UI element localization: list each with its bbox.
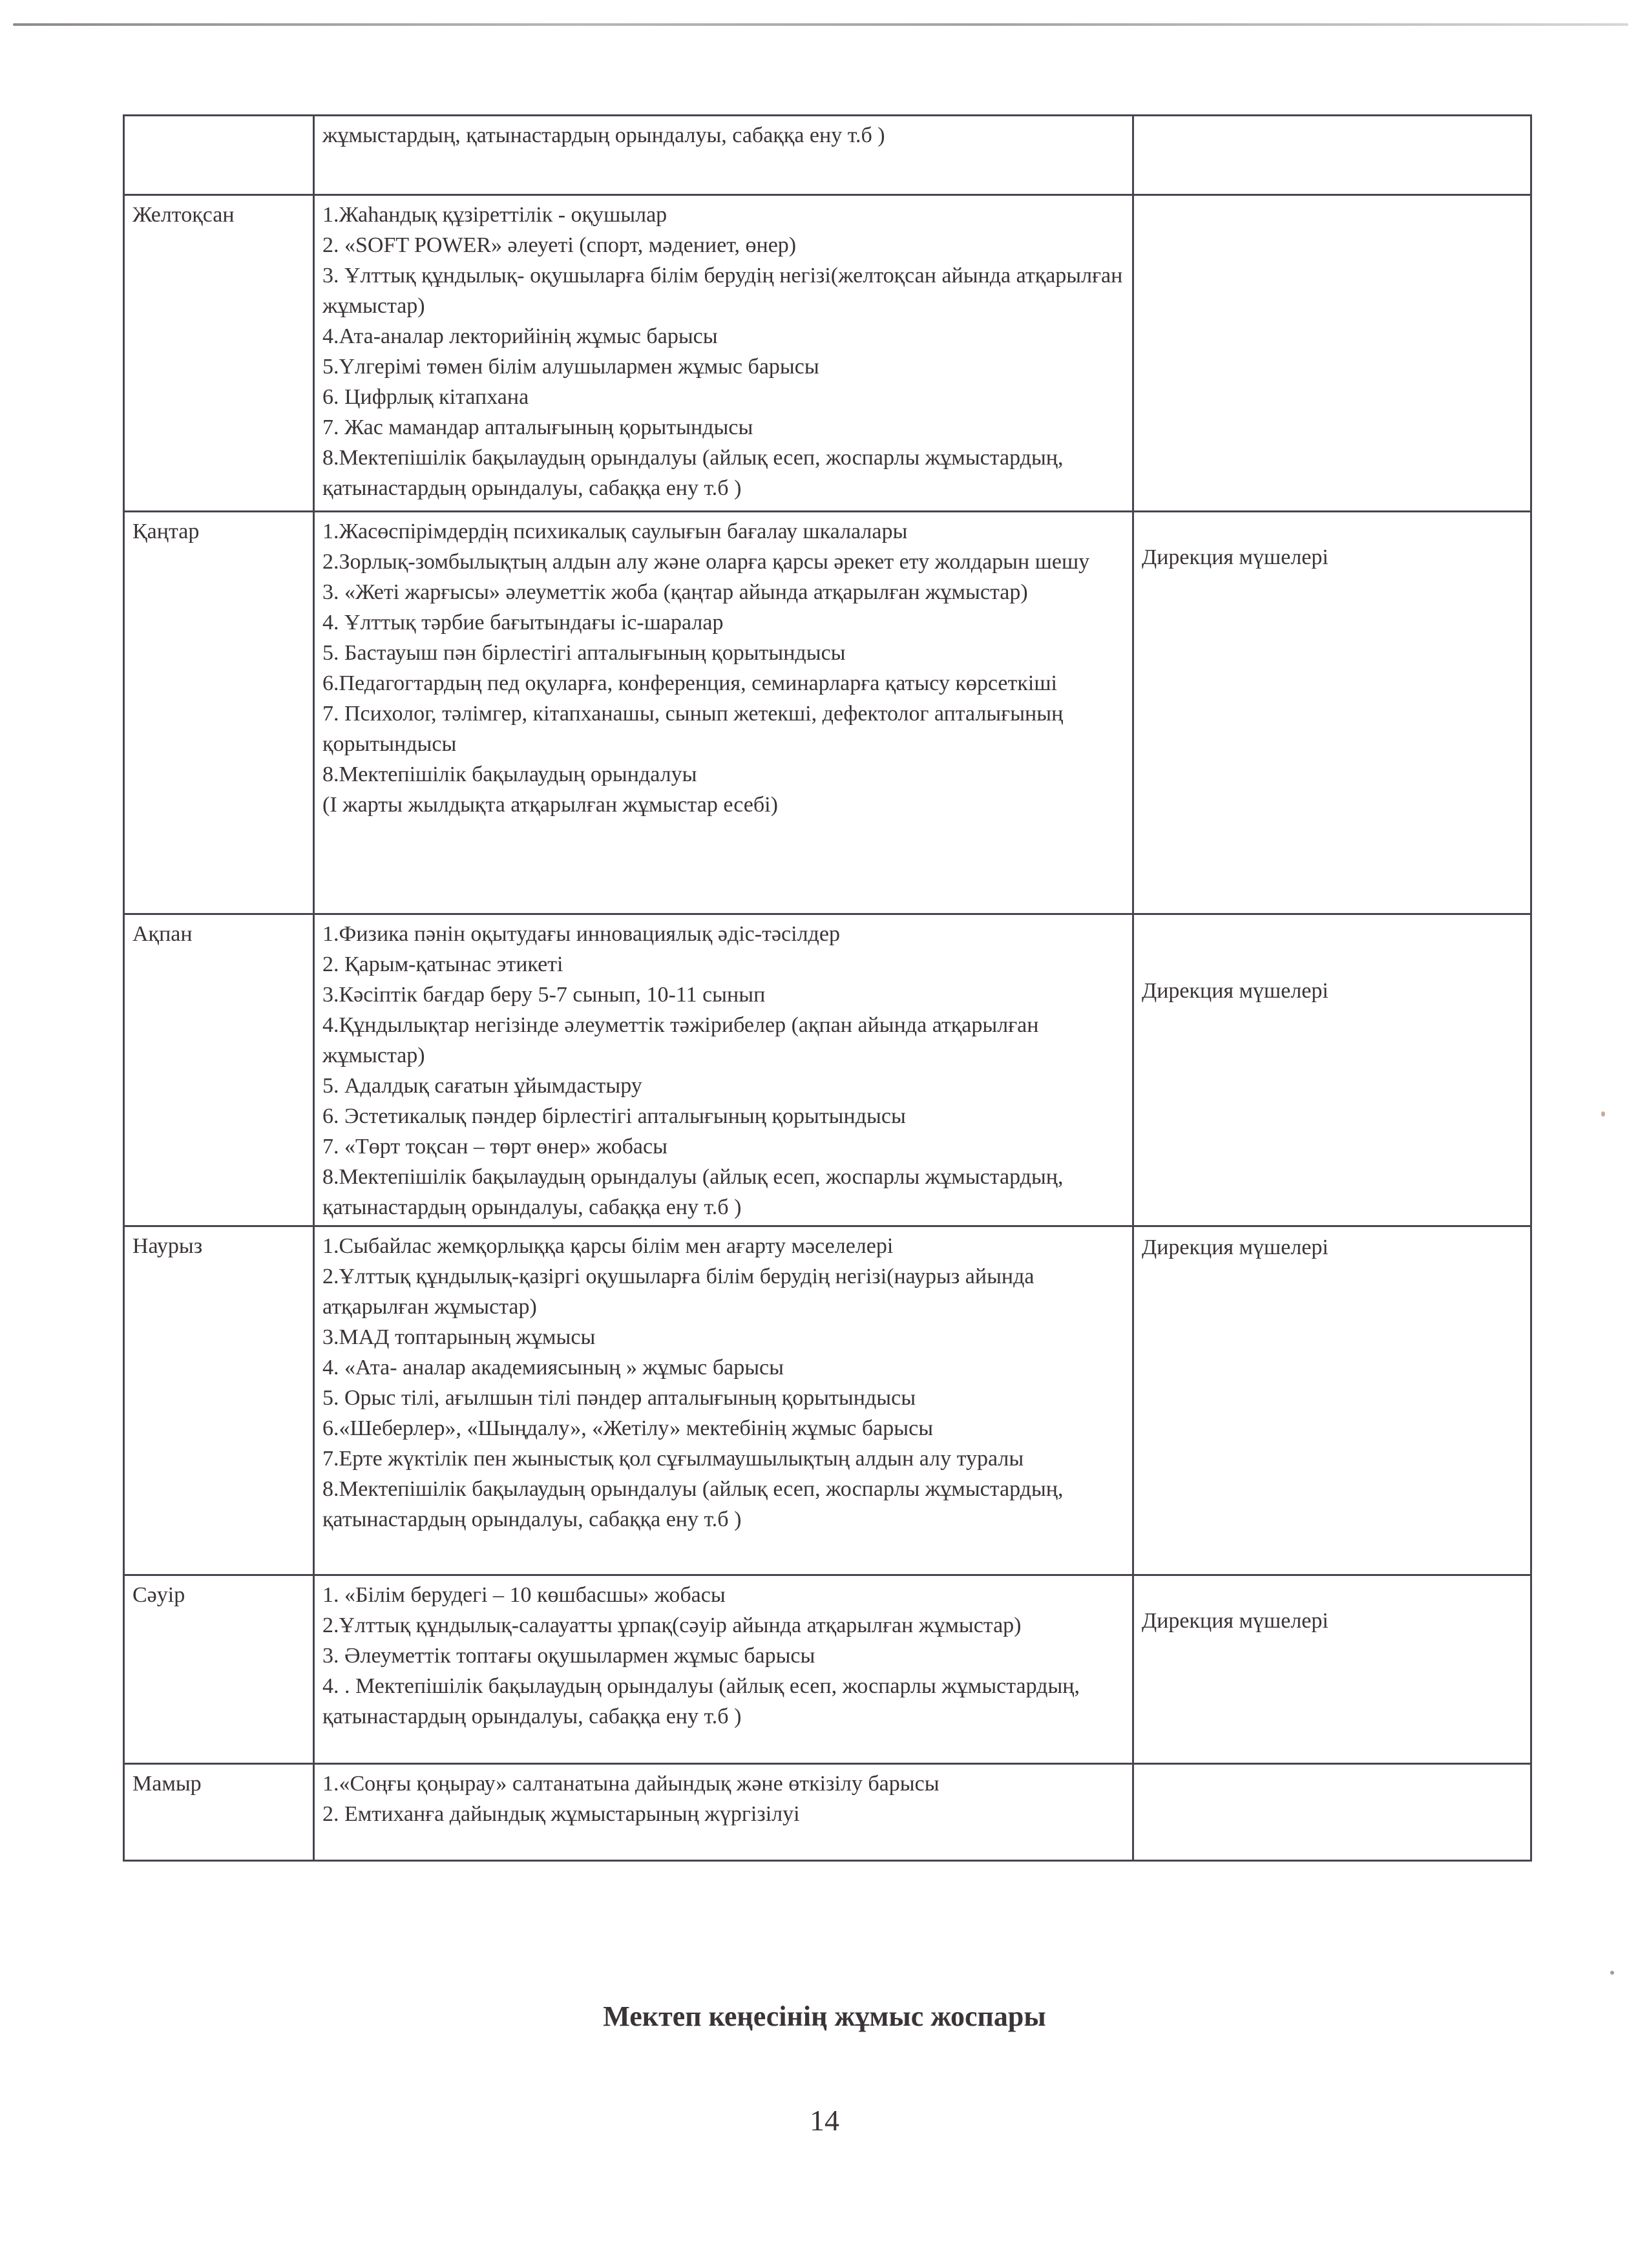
activity-item: 3.МАД топтарының жұмысы bbox=[322, 1325, 596, 1349]
month-cell bbox=[124, 116, 314, 195]
table-row-april bbox=[124, 1575, 1531, 1764]
responsible-label: Дирекция мүшелері bbox=[1142, 1235, 1329, 1259]
activity-item: 3. Ұлттық құндылық- оқушыларға білім берудің негізі(желтоқсан айында атқарылған жұмыстар) bbox=[322, 264, 1123, 318]
table-row-february bbox=[124, 914, 1531, 1226]
table-row-may bbox=[124, 1764, 1531, 1861]
table-row-continuation bbox=[124, 116, 1531, 195]
activities-cell bbox=[314, 512, 1133, 914]
activity-item: 5.Үлгерімі төмен білім алушылармен жұмыс барысы bbox=[322, 355, 819, 379]
activity-item: 6.Педагогтардың пед оқуларға, конференция, семинарларға қатысу көрсеткіші bbox=[322, 671, 1057, 695]
activity-item: 4. Ұлттық тәрбие бағытындағы іс-шаралар bbox=[322, 611, 724, 635]
month-cell: Қаңтар bbox=[124, 512, 314, 914]
activities-cell bbox=[314, 195, 1133, 512]
activity-item: 8.Мектепішілік бақылаудың орындалуы (айлық есеп, жоспарлы жұмыстардың, қатынастардың орындалуы, сабаққа ену т.б ) bbox=[322, 1165, 1064, 1219]
activity-item: 7. Жас мамандар апталығының қорытындысы bbox=[322, 415, 753, 439]
activity-item: 5. Бастауыш пән бірлестігі апталығының қорытындысы bbox=[322, 641, 846, 665]
activity-item: 8.Мектепішілік бақылаудың орындалуы (айлық есеп, жоспарлы жұмыстардың, қатынастардың орындалуы, сабаққа ену т.б ) bbox=[322, 446, 1064, 500]
responsible-label: Дирекция мүшелері bbox=[1142, 1609, 1329, 1633]
activities-cell bbox=[314, 1575, 1133, 1764]
activity-item: 4. «Ата- аналар академиясының » жұмыс барысы bbox=[322, 1356, 784, 1380]
activity-item: 6. Эстетикалық пәндер бірлестігі апталығының қорытындысы bbox=[322, 1104, 906, 1128]
activity-item: 3.Кәсіптік бағдар беру 5-7 сынып, 10-11 сынып bbox=[322, 983, 766, 1007]
activity-item: 1.Физика пәнін оқытудағы инновациялық әдіс-тәсілдер bbox=[322, 922, 840, 946]
page-number: 14 bbox=[810, 2104, 839, 2137]
responsible-cell bbox=[1133, 1575, 1531, 1764]
table-row-march bbox=[124, 1226, 1531, 1575]
responsible-cell bbox=[1133, 195, 1531, 512]
activity-item: 4.Құндылықтар негізінде әлеуметтік тәжірибелер (ақпан айында атқарылған жұмыстар) bbox=[322, 1013, 1039, 1067]
activity-item: 8.Мектепішілік бақылаудың орындалуы bbox=[322, 762, 697, 786]
activity-item: 1.Сыбайлас жемқорлыққа қарсы білім мен ағарту мәселелері bbox=[322, 1234, 894, 1258]
activity-item: 2.Ұлттық құндылық-салауатты ұрпақ(сәуір айында атқарылған жұмыстар) bbox=[322, 1613, 1022, 1637]
activity-item: 2.Зорлық-зомбылықтың алдын алу және оларға қарсы әрекет ету жолдарын шешу bbox=[322, 550, 1090, 574]
activity-item: 2. Емтиханға дайындық жұмыстарының жүргізілуі bbox=[322, 1802, 800, 1826]
scan-edge-shadow bbox=[13, 23, 1628, 26]
activity-item: 6.«Шеберлер», «Шыңдалу», «Жетілу» мектебінің жұмыс барысы bbox=[322, 1416, 934, 1440]
activities-cell bbox=[314, 914, 1133, 1226]
month-cell: Желтоқсан bbox=[124, 195, 314, 512]
plan-table bbox=[123, 114, 1532, 1862]
activity-item: 5. Адалдық сағатын ұйымдастыру bbox=[322, 1074, 642, 1098]
table-row-january bbox=[124, 512, 1531, 914]
activity-item: 4.Ата-аналар лекторийінің жұмыс барысы bbox=[322, 324, 718, 348]
responsible-cell bbox=[1133, 512, 1531, 914]
responsible-label: Дирекция мүшелері bbox=[1142, 979, 1329, 1003]
activity-item: 8.Мектепішілік бақылаудың орындалуы (айлық есеп, жоспарлы жұмыстардың, қатынастардың орындалуы, сабаққа ену т.б ) bbox=[322, 1477, 1064, 1531]
activity-item: 2.Ұлттық құндылық-қазіргі оқушыларға білім берудің негізі(наурыз айында атқарылған жұмыстар) bbox=[322, 1265, 1035, 1319]
responsible-cell bbox=[1133, 1226, 1531, 1575]
scan-speck bbox=[1610, 1971, 1614, 1975]
activity-item: 5. Орыс тілі, ағылшын тілі пәндер апталығының қорытындысы bbox=[322, 1386, 916, 1410]
activity-item: 4. . Мектепішілік бақылаудың орындалуы (айлық есеп, жоспарлы жұмыстардың, қатынастардың орындалуы, сабаққа ену т.б ) bbox=[322, 1674, 1080, 1728]
month-cell: Сәуір bbox=[124, 1575, 314, 1764]
activity-item: 7. «Төрт тоқсан – төрт өнер» жобасы bbox=[322, 1135, 667, 1159]
activities-cell bbox=[314, 1226, 1133, 1575]
activity-item: 1.Жаһандық құзіреттілік - оқушылар bbox=[322, 203, 667, 227]
responsible-cell bbox=[1133, 914, 1531, 1226]
activity-item: 2. «SOFT POWER» әлеуеті (спорт, мәдениет, өнер) bbox=[322, 233, 797, 257]
activity-item: 7. Психолог, тәлімгер, кітапханашы, сынып жетекші, дефектолог апталығының қорытындысы bbox=[322, 702, 1064, 756]
responsible-label: Дирекция мүшелері bbox=[1142, 545, 1329, 569]
scan-speck bbox=[1601, 1111, 1605, 1117]
month-cell: Ақпан bbox=[124, 914, 314, 1226]
responsible-cell bbox=[1133, 1764, 1531, 1861]
month-cell: Наурыз bbox=[124, 1226, 314, 1575]
activity-item: (I жарты жылдықта атқарылған жұмыстар есебі) bbox=[322, 793, 778, 817]
activity-item: 2. Қарым-қатынас этикеті bbox=[322, 952, 563, 976]
activity-item: 6. Цифрлық кітапхана bbox=[322, 385, 529, 409]
activity-item: 1. «Білім берудегі – 10 көшбасшы» жобасы bbox=[322, 1583, 726, 1607]
activity-item: 7.Ерте жүктілік пен жыныстық қол сұғылмаушылықтың алдын алу туралы bbox=[322, 1447, 1024, 1471]
month-cell: Мамыр bbox=[124, 1764, 314, 1861]
activity-item: 3. Әлеуметтік топтағы оқушылармен жұмыс барысы bbox=[322, 1644, 815, 1668]
activity-item: 3. «Жеті жарғысы» әлеуметтік жоба (қаңтар айында атқарылған жұмыстар) bbox=[322, 580, 1028, 604]
activity-item: 1.«Соңғы қоңырау» салтанатына дайындық және өткізілу барысы bbox=[322, 1772, 940, 1796]
responsible-cell bbox=[1133, 116, 1531, 195]
activity-item: 1.Жасөспірімдердің психикалық саулығын бағалау шкалалары bbox=[322, 520, 908, 543]
activities-cell bbox=[314, 116, 1133, 195]
section-title: Мектеп кеңесінің жұмыс жоспары bbox=[603, 2000, 1046, 2032]
table-row-december bbox=[124, 195, 1531, 512]
activities-cell bbox=[314, 1764, 1133, 1861]
activity-item: жұмыстардың, қатынастардың орындалуы, сабаққа ену т.б ) bbox=[322, 123, 885, 147]
